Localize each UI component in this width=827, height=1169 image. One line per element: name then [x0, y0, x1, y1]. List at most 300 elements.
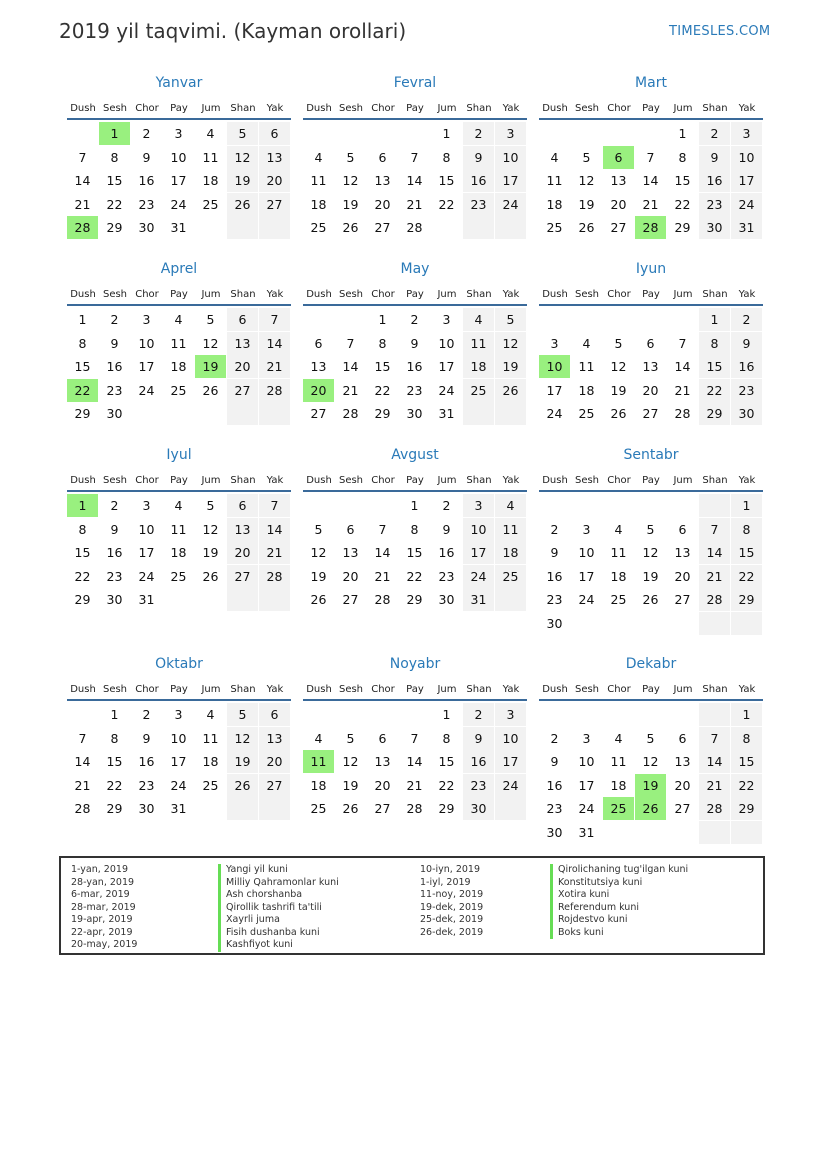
weekday-label: Chor [135, 103, 159, 114]
holiday-day-cell: 20 [303, 379, 334, 402]
weekday-label: Jum [437, 475, 457, 486]
weekday-label: Shan [230, 684, 256, 695]
day-cell: 12 [342, 754, 359, 769]
weekday-label: Shan [466, 103, 492, 114]
day-cell: 17 [546, 382, 563, 398]
week-row [67, 797, 291, 821]
day-cell: 8 [731, 727, 762, 750]
weekday-label: Sesh [574, 684, 600, 695]
day-cell: 11 [202, 149, 219, 165]
week-row [303, 494, 527, 518]
day-cell: 18 [170, 359, 187, 374]
day-cell: 23 [106, 382, 123, 398]
holiday-day-cell: 19 [195, 355, 226, 378]
weekday-label: Jum [673, 103, 693, 114]
empty-cell [571, 612, 602, 635]
week-row [539, 122, 763, 146]
holiday-day-cell: 1 [67, 494, 98, 517]
day-cell: 25 [495, 565, 526, 588]
day-cell: 4 [174, 312, 183, 327]
day-cell: 8 [410, 521, 419, 537]
empty-cell [699, 821, 730, 844]
empty-cell [399, 703, 430, 726]
empty-cell [335, 703, 366, 726]
day-cell: 25 [310, 220, 327, 235]
day-cell: 28 [74, 801, 91, 816]
day-cell: 2 [463, 703, 494, 726]
day-cell: 23 [463, 774, 494, 797]
day-cell: 18 [610, 777, 627, 793]
week-row [67, 727, 291, 751]
day-cell: 21 [74, 777, 91, 793]
day-cell: 21 [259, 541, 290, 564]
day-cell: 14 [74, 754, 91, 769]
day-cell: 21 [342, 382, 359, 398]
day-cell: 21 [674, 382, 691, 398]
day-cell: 9 [142, 149, 151, 165]
day-cell: 26 [342, 220, 359, 235]
weekday-header [67, 681, 291, 701]
empty-cell [539, 494, 570, 517]
week-row [539, 774, 763, 798]
day-cell: 9 [410, 335, 419, 351]
day-cell: 13 [674, 545, 691, 560]
day-cell: 7 [699, 518, 730, 541]
day-cell: 30 [546, 824, 563, 840]
day-cell: 25 [578, 406, 595, 421]
day-cell: 9 [463, 727, 494, 750]
month-name: Avgust [391, 447, 439, 463]
day-cell: 15 [406, 545, 423, 560]
legend-dates-col-1 [71, 864, 137, 952]
month-name: Dekabr [625, 656, 677, 672]
weekday-label: Sesh [574, 289, 600, 300]
day-cell: 19 [610, 382, 627, 398]
day-cell: 30 [463, 797, 494, 820]
week-row [303, 750, 527, 774]
day-cell: 17 [495, 169, 526, 192]
weekday-header [303, 286, 527, 306]
weekday-label: Yak [266, 475, 284, 486]
day-cell: 30 [106, 592, 123, 607]
empty-cell [571, 308, 602, 331]
day-cell: 4 [314, 149, 323, 165]
month-iyul [67, 445, 291, 612]
weekday-label: Yak [502, 684, 520, 695]
day-cell: 8 [110, 730, 119, 746]
day-cell: 22 [374, 382, 391, 398]
day-cell: 2 [110, 312, 119, 327]
holiday-day-cell: 19 [635, 774, 666, 797]
day-cell: 7 [78, 730, 87, 746]
legend-entry: Fisih dushanba kuni [218, 927, 339, 940]
empty-cell [67, 703, 98, 726]
day-cell: 24 [438, 382, 455, 398]
weekday-label: Jum [201, 289, 221, 300]
weekday-label: Sesh [102, 289, 128, 300]
day-cell: 10 [170, 149, 187, 165]
day-cell: 31 [170, 801, 187, 816]
day-cell: 24 [578, 801, 595, 816]
empty-cell [463, 216, 494, 239]
week-row [303, 703, 527, 727]
day-cell: 15 [438, 754, 455, 769]
day-cell: 6 [227, 494, 258, 517]
day-cell: 15 [699, 355, 730, 378]
day-cell: 18 [170, 545, 187, 560]
week-row [539, 588, 763, 612]
week-row [67, 146, 291, 170]
weekday-label: Yak [266, 684, 284, 695]
week-row [303, 216, 527, 240]
day-cell: 29 [74, 406, 91, 421]
day-cell: 9 [463, 146, 494, 169]
day-cell: 16 [546, 568, 563, 584]
day-cell: 26 [610, 406, 627, 421]
day-cell: 2 [699, 122, 730, 145]
day-cell: 5 [646, 521, 655, 537]
day-cell: 22 [106, 196, 123, 212]
legend-entry: Xotira kuni [550, 889, 688, 902]
empty-cell [495, 588, 526, 611]
empty-cell [635, 308, 666, 331]
day-cell: 4 [614, 730, 623, 746]
day-cell: 19 [227, 750, 258, 773]
day-cell: 5 [206, 312, 215, 327]
week-row [539, 727, 763, 751]
day-cell: 5 [314, 521, 323, 537]
empty-cell [367, 494, 398, 517]
day-cell: 31 [438, 406, 455, 421]
day-cell: 13 [374, 173, 391, 188]
month-aprel [67, 259, 291, 426]
week-row [539, 565, 763, 589]
day-cell: 8 [378, 335, 387, 351]
day-cell: 17 [138, 545, 155, 560]
weekday-label: Sesh [338, 475, 364, 486]
holiday-day-cell: 1 [99, 122, 130, 145]
month-oktabr [67, 654, 291, 821]
week-row [303, 727, 527, 751]
weekday-label: Chor [607, 289, 631, 300]
day-cell: 14 [642, 173, 659, 188]
empty-cell [335, 308, 366, 331]
week-row [539, 750, 763, 774]
day-cell: 28 [406, 801, 423, 816]
day-cell: 28 [374, 592, 391, 607]
day-cell: 12 [202, 335, 219, 351]
day-cell: 25 [170, 382, 187, 398]
holiday-day-cell: 25 [603, 797, 634, 820]
weekday-label: Chor [371, 684, 395, 695]
empty-cell [571, 703, 602, 726]
day-cell: 14 [342, 359, 359, 374]
month-name: Sentabr [623, 447, 679, 463]
day-cell: 28 [699, 797, 730, 820]
day-cell: 17 [438, 359, 455, 374]
weekday-label: Dush [542, 475, 568, 486]
day-cell: 14 [406, 173, 423, 188]
weekday-label: Pay [406, 103, 424, 114]
weekday-label: Pay [642, 103, 660, 114]
day-cell: 30 [438, 592, 455, 607]
weekday-label: Jum [673, 684, 693, 695]
day-cell: 29 [106, 801, 123, 816]
legend-entry: Referendum kuni [550, 902, 688, 915]
day-cell: 29 [731, 588, 762, 611]
day-cell: 20 [674, 568, 691, 584]
weekday-label: Pay [170, 475, 188, 486]
day-cell: 2 [142, 707, 151, 722]
weekday-label: Pay [406, 289, 424, 300]
day-cell: 28 [259, 565, 290, 588]
week-row [539, 518, 763, 542]
weekday-header [303, 100, 527, 120]
weekday-header [67, 472, 291, 492]
weekday-label: Yak [738, 475, 756, 486]
legend-entry: Ash chorshanba [218, 889, 339, 902]
brand-link[interactable]: TIMESLES.COM [669, 24, 771, 39]
day-cell: 12 [578, 173, 595, 188]
day-cell: 25 [546, 220, 563, 235]
month-name: Aprel [160, 261, 198, 277]
weekday-label: Jum [437, 289, 457, 300]
weekday-label: Pay [170, 684, 188, 695]
day-cell: 22 [674, 196, 691, 212]
day-cell: 11 [170, 521, 187, 537]
day-cell: 3 [463, 494, 494, 517]
day-cell: 7 [646, 149, 655, 165]
day-cell: 26 [495, 379, 526, 402]
day-cell: 24 [138, 382, 155, 398]
legend-entry: 19-apr, 2019 [71, 914, 133, 925]
day-cell: 29 [438, 801, 455, 816]
day-cell: 24 [578, 592, 595, 607]
week-row [303, 797, 527, 821]
empty-cell [603, 308, 634, 331]
day-cell: 26 [642, 592, 659, 607]
weekday-label: Yak [738, 103, 756, 114]
day-cell: 21 [699, 565, 730, 588]
day-cell: 2 [142, 126, 151, 141]
day-cell: 28 [406, 220, 423, 235]
day-cell: 19 [310, 568, 327, 584]
day-cell: 17 [138, 359, 155, 374]
month-name: Mart [635, 75, 667, 91]
day-cell: 16 [463, 750, 494, 773]
day-cell: 12 [227, 146, 258, 169]
weekday-label: Chor [135, 684, 159, 695]
day-cell: 24 [495, 774, 526, 797]
month-name: Noyabr [389, 656, 441, 672]
day-cell: 9 [442, 521, 451, 537]
weekday-label: Jum [437, 103, 457, 114]
day-cell: 15 [674, 173, 691, 188]
day-cell: 21 [259, 355, 290, 378]
day-cell: 1 [678, 126, 687, 141]
day-cell: 1 [731, 494, 762, 517]
day-cell: 29 [674, 220, 691, 235]
day-cell: 18 [202, 754, 219, 769]
day-cell: 13 [642, 359, 659, 374]
day-cell: 29 [699, 402, 730, 425]
day-cell: 4 [174, 498, 183, 513]
day-cell: 9 [731, 332, 762, 355]
day-cell: 19 [202, 545, 219, 560]
day-cell: 14 [699, 750, 730, 773]
day-cell: 26 [227, 774, 258, 797]
day-cell: 7 [259, 494, 290, 517]
empty-cell [303, 703, 334, 726]
month-name: Fevral [393, 75, 437, 91]
day-cell: 24 [170, 196, 187, 212]
week-row [303, 379, 527, 403]
day-cell: 17 [731, 169, 762, 192]
day-cell: 15 [74, 545, 91, 560]
holiday-day-cell: 10 [539, 355, 570, 378]
day-cell: 27 [259, 774, 290, 797]
week-row [303, 169, 527, 193]
day-cell: 31 [578, 824, 595, 840]
weekday-label: Yak [502, 103, 520, 114]
day-cell: 22 [699, 379, 730, 402]
day-cell: 1 [378, 312, 387, 327]
weekday-label: Jum [201, 684, 221, 695]
day-cell: 30 [699, 216, 730, 239]
day-cell: 22 [731, 774, 762, 797]
day-cell: 11 [546, 173, 563, 188]
empty-cell [603, 703, 634, 726]
day-cell: 5 [646, 730, 655, 746]
day-cell: 17 [170, 173, 187, 188]
month-fevral [303, 73, 527, 240]
day-cell: 24 [731, 193, 762, 216]
day-cell: 25 [610, 592, 627, 607]
day-cell: 29 [731, 797, 762, 820]
legend-entry: Boks kuni [550, 927, 688, 940]
day-cell: 27 [610, 220, 627, 235]
day-cell: 29 [106, 220, 123, 235]
empty-cell [667, 308, 698, 331]
day-cell: 1 [110, 707, 119, 722]
day-cell: 5 [346, 730, 355, 746]
day-cell: 23 [546, 592, 563, 607]
holiday-legend [59, 856, 765, 955]
weekday-label: Jum [673, 475, 693, 486]
day-cell: 18 [310, 196, 327, 212]
day-cell: 29 [74, 592, 91, 607]
day-cell: 7 [410, 730, 419, 746]
day-cell: 12 [310, 545, 327, 560]
day-cell: 15 [106, 173, 123, 188]
day-cell: 13 [610, 173, 627, 188]
holiday-day-cell: 6 [603, 146, 634, 169]
day-cell: 27 [342, 592, 359, 607]
day-cell: 16 [731, 355, 762, 378]
day-cell: 3 [142, 498, 151, 513]
day-cell: 5 [227, 703, 258, 726]
day-cell: 5 [227, 122, 258, 145]
week-row [67, 565, 291, 589]
weekday-label: Sesh [102, 684, 128, 695]
day-cell: 27 [310, 406, 327, 421]
day-cell: 6 [314, 335, 323, 351]
week-row [539, 821, 763, 845]
holiday-day-cell: 28 [67, 216, 98, 239]
day-cell: 28 [699, 588, 730, 611]
month-name: May [400, 261, 430, 277]
empty-cell [259, 588, 290, 611]
day-cell: 4 [582, 335, 591, 351]
day-cell: 3 [731, 122, 762, 145]
day-cell: 9 [699, 146, 730, 169]
day-cell: 2 [550, 521, 559, 537]
day-cell: 14 [699, 541, 730, 564]
day-cell: 20 [374, 777, 391, 793]
day-cell: 9 [550, 545, 559, 560]
month-name: Oktabr [155, 656, 203, 672]
day-cell: 25 [310, 801, 327, 816]
day-cell: 20 [610, 196, 627, 212]
weekday-label: Dush [70, 684, 96, 695]
weekday-header [67, 100, 291, 120]
day-cell: 19 [342, 196, 359, 212]
weekday-label: Dush [70, 103, 96, 114]
day-cell: 27 [227, 379, 258, 402]
legend-entry: Rojdestvo kuni [550, 914, 688, 927]
day-cell: 1 [410, 498, 419, 513]
week-row [539, 612, 763, 636]
day-cell: 23 [138, 777, 155, 793]
day-cell: 9 [110, 521, 119, 537]
day-cell: 17 [463, 541, 494, 564]
empty-cell [335, 122, 366, 145]
legend-entry: Konstitutsiya kuni [550, 877, 688, 890]
day-cell: 22 [74, 568, 91, 584]
day-cell: 26 [310, 592, 327, 607]
day-cell: 3 [550, 335, 559, 351]
day-cell: 10 [138, 521, 155, 537]
weekday-label: Chor [607, 103, 631, 114]
month-noyabr [303, 654, 527, 821]
weekday-label: Shan [702, 103, 728, 114]
empty-cell [259, 216, 290, 239]
week-row [67, 774, 291, 798]
legend-entry: Qirolichaning tug'ilgan kuni [550, 864, 688, 877]
day-cell: 30 [106, 406, 123, 421]
weekday-label: Chor [607, 475, 631, 486]
day-cell: 16 [106, 545, 123, 560]
day-cell: 2 [463, 122, 494, 145]
day-cell: 18 [310, 777, 327, 793]
weekday-label: Shan [466, 289, 492, 300]
day-cell: 6 [646, 335, 655, 351]
day-cell: 23 [731, 379, 762, 402]
week-row [67, 494, 291, 518]
day-cell: 23 [406, 382, 423, 398]
day-cell: 21 [699, 774, 730, 797]
day-cell: 27 [674, 801, 691, 816]
empty-cell [667, 612, 698, 635]
weekday-label: Shan [230, 103, 256, 114]
week-row [67, 750, 291, 774]
empty-cell [699, 494, 730, 517]
week-row [67, 703, 291, 727]
day-cell: 19 [495, 355, 526, 378]
weekday-label: Sesh [574, 103, 600, 114]
legend-entry: 6-mar, 2019 [71, 889, 130, 900]
weekday-label: Dush [306, 289, 332, 300]
